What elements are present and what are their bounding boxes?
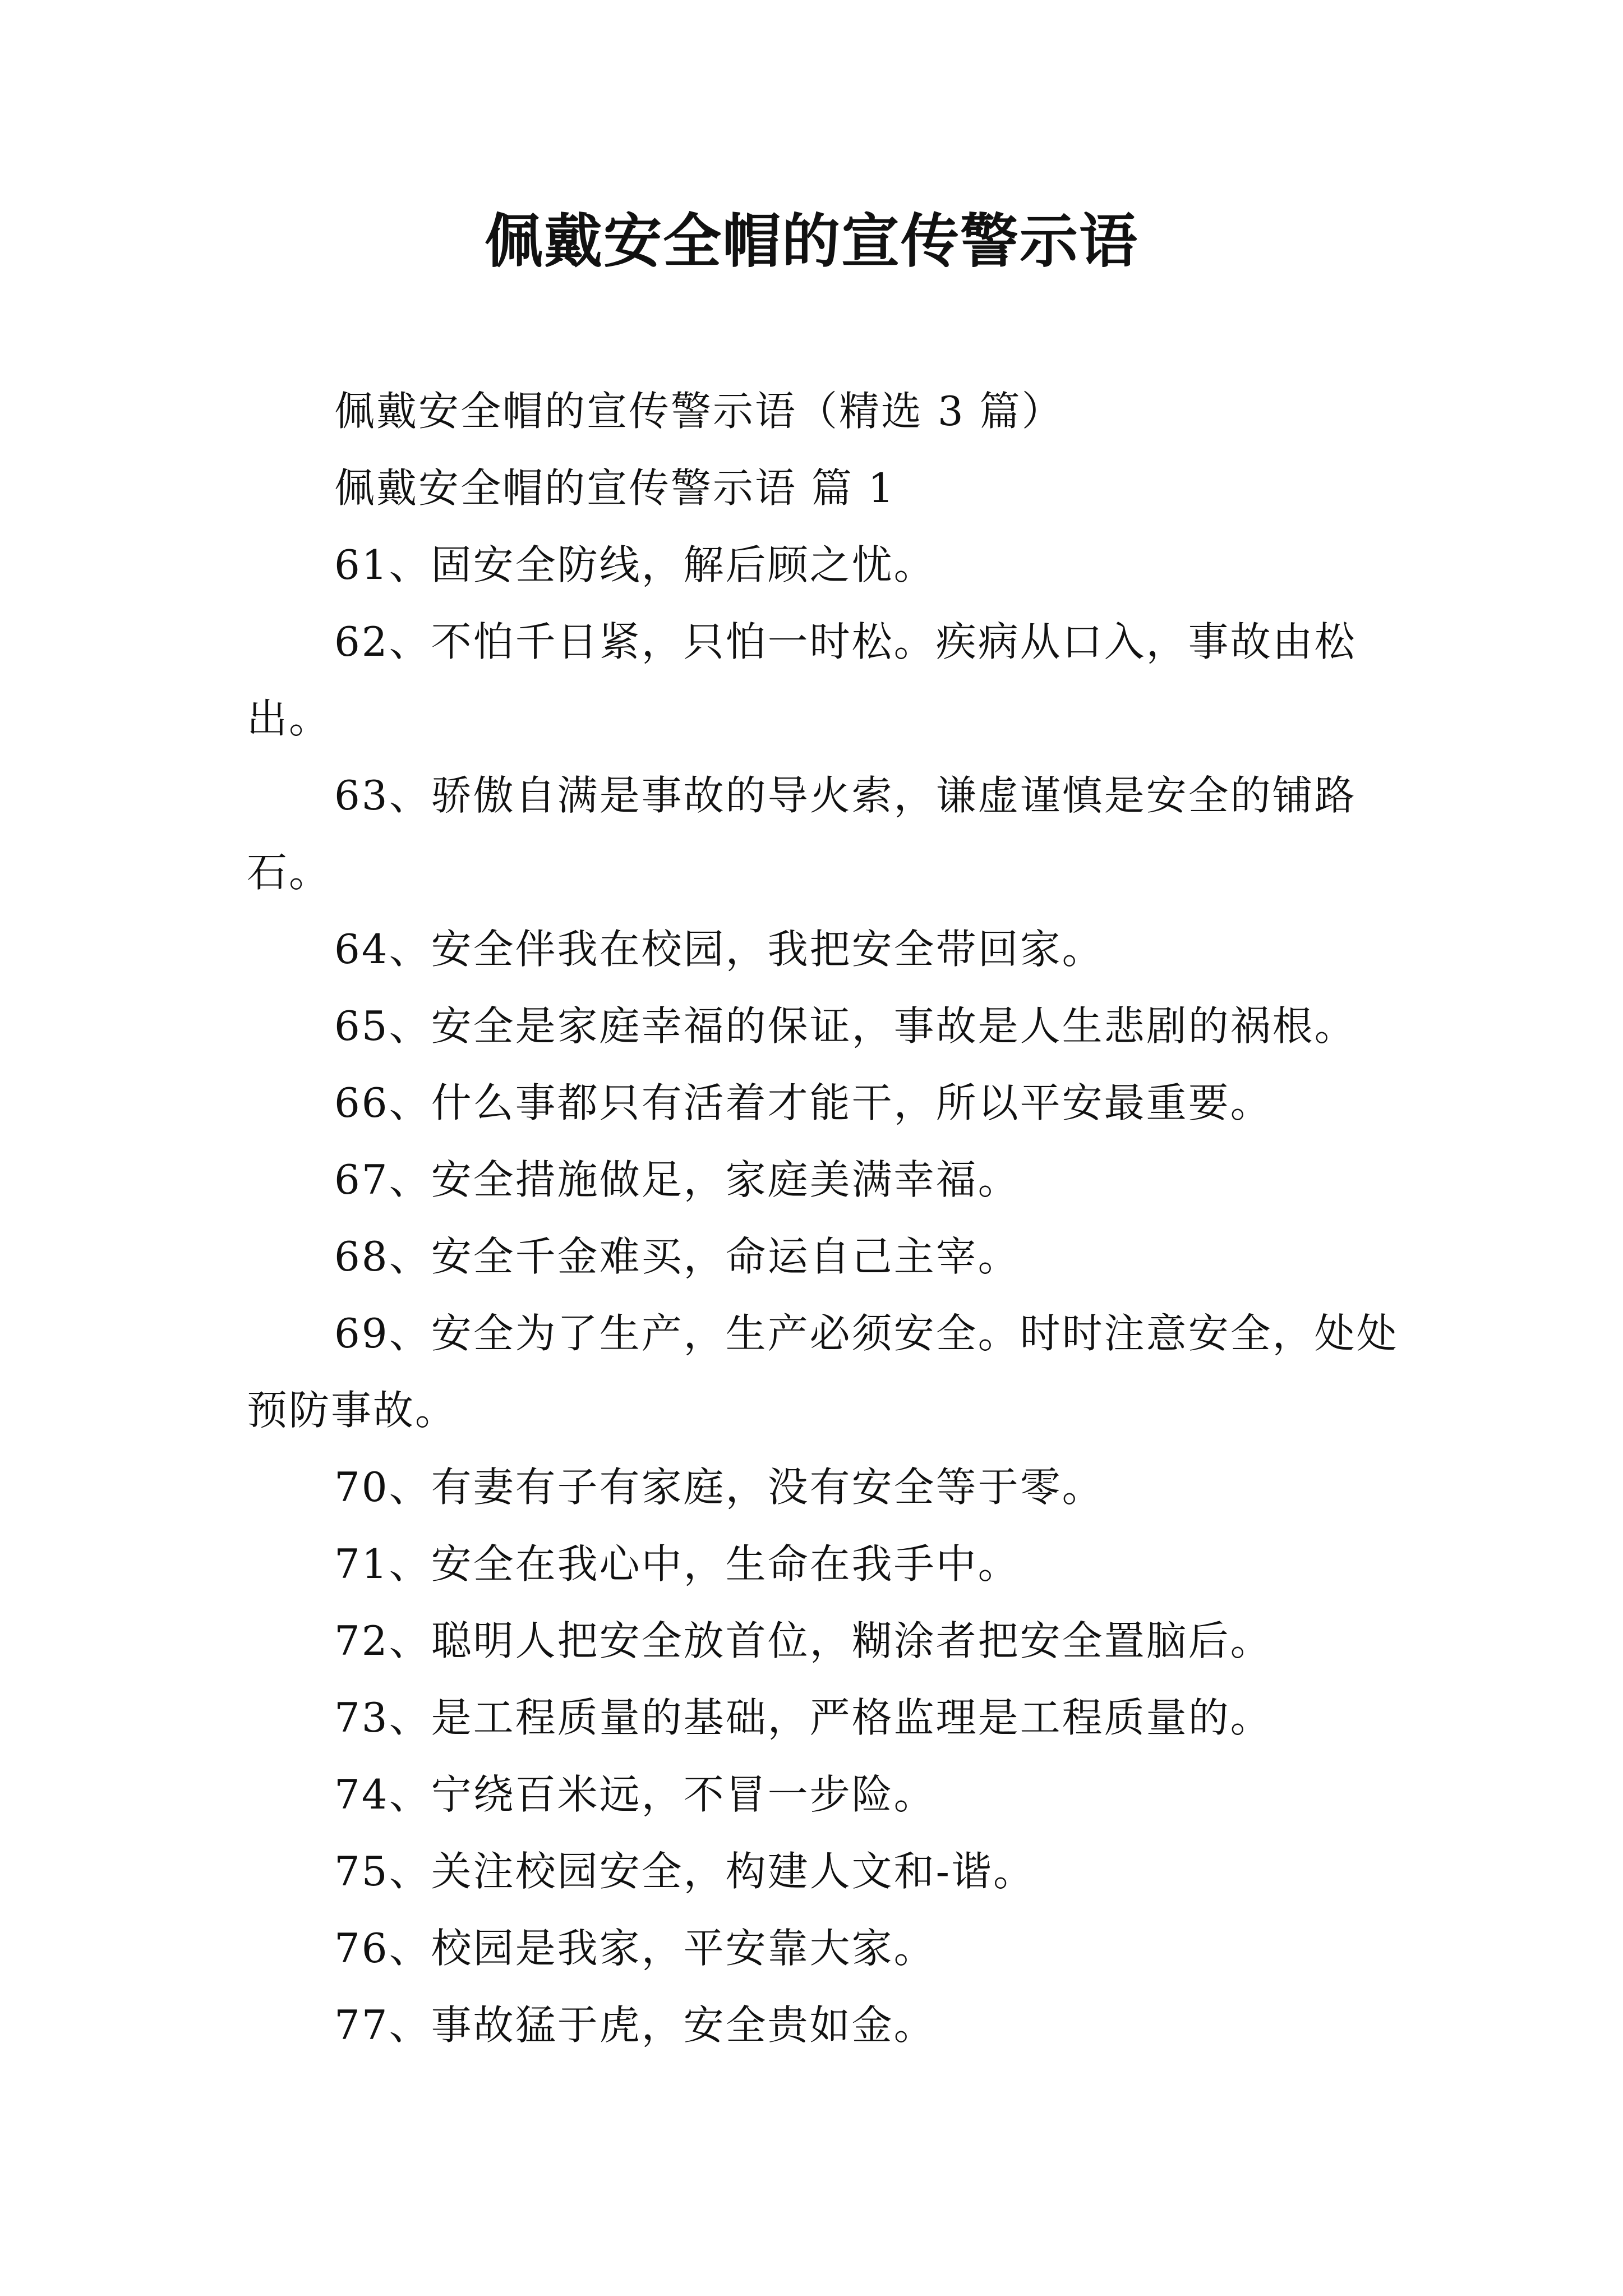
paragraph-item: 68、安全千金难买，命运自己主宰。: [334, 1233, 1020, 1280]
paragraph-item: 61、固安全防线，解后顾之忧。: [334, 541, 936, 588]
paragraph-section-heading: 佩戴安全帽的宣传警示语 篇 1: [334, 464, 896, 512]
document-body: [247, 373, 1424, 2064]
paragraph-item: 69、安全为了生产，生产必须安全。时时注意安全，处处预防事故。: [247, 1310, 1399, 1434]
paragraph-item: 66、什么事都只有活着才能干，所以平安最重要。: [334, 1079, 1272, 1126]
paragraph-item: 67、安全措施做足，家庭美满幸福。: [334, 1156, 1020, 1203]
paragraph-item: 76、校园是我家，平安靠大家。: [334, 1925, 936, 1972]
paragraph-item: 73、是工程质量的基础，严格监理是工程质量的。: [334, 1694, 1272, 1741]
paragraph-item: 65、安全是家庭幸福的保证，事故是人生悲剧的祸根。: [334, 1002, 1357, 1050]
paragraph-item: 71、安全在我心中，生命在我手中。: [334, 1540, 1020, 1588]
paragraph-item: 62、不怕千日紧，只怕一时松。疾病从口入，事故由松出。: [247, 618, 1357, 742]
paragraph-item: 63、骄傲自满是事故的导火索，谦虚谨慎是安全的铺路石。: [247, 772, 1357, 896]
document-title: 佩戴安全帽的宣传警示语: [484, 206, 1138, 275]
paragraph-item: 72、聪明人把安全放首位，糊涂者把安全置脑后。: [334, 1617, 1272, 1664]
paragraph-item: 64、安全伴我在校园，我把安全带回家。: [334, 926, 1104, 973]
paragraph-item: 77、事故猛于虎，安全贵如金。: [334, 2001, 936, 2049]
paragraph-intro: 佩戴安全帽的宣传警示语（精选 3 篇）: [334, 388, 1064, 435]
paragraph-item: 75、关注校园安全，构建人文和-谐。: [334, 1848, 1035, 1895]
paragraph-item: 70、有妻有子有家庭，没有安全等于零。: [334, 1464, 1104, 1511]
paragraph-item: 74、宁绕百米远，不冒一步险。: [334, 1771, 936, 1818]
